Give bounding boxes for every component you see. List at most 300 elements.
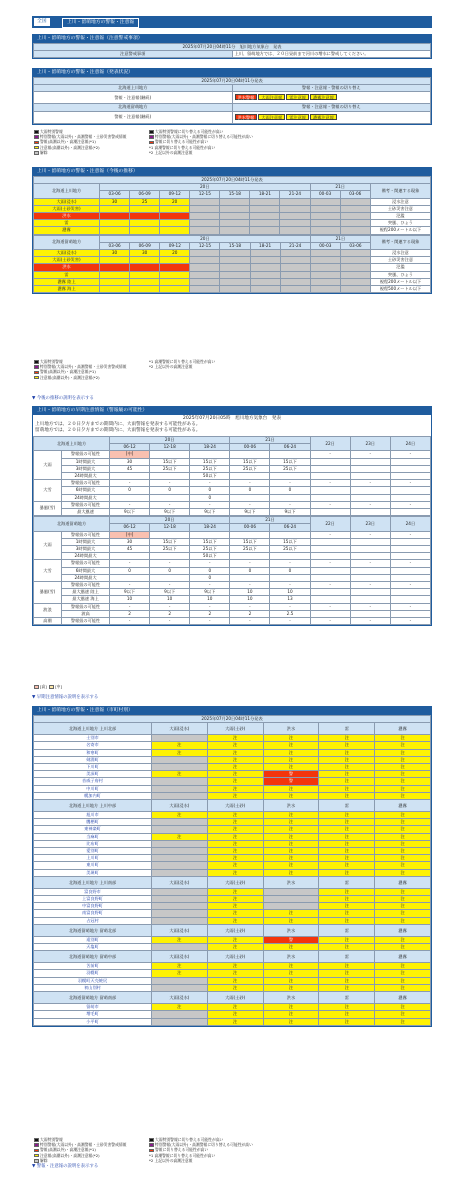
town-name[interactable]: 中富良野町 [34,903,152,910]
early-cell [190,531,230,538]
city-cell: 注 [375,826,431,833]
city-cell: 注 [263,944,319,951]
city-section [32,706,432,1027]
early-cell: 13 [270,596,310,603]
phenomenon-group: 大雨 [34,531,62,560]
time-slot: 18-21 [250,191,280,198]
early-cell: - [270,501,310,508]
city-cell: 注 [207,869,263,876]
city-cell: 注 [207,785,263,792]
legend-item: 大雨特別警報に切り替える可能性が高い [155,129,224,134]
city-cell: 注 [263,840,319,847]
early-cell: - [150,582,190,589]
city-cell: 注 [319,833,375,840]
forecast-cell [190,227,220,234]
town-name[interactable]: 羽幌町天売焼尻 [34,977,152,984]
city-cell: 注 [319,896,375,903]
city-cell: 注 [207,917,263,924]
early-cell: - [150,480,190,487]
legend-item: *2 上記以外の高潮注意報 [149,149,193,155]
time-slot: 06-12 [110,444,150,451]
early-row-label: 最大風速 海上 [62,596,110,603]
city-cell: 注 [263,855,319,862]
city-col-header: 雷 [319,992,375,1004]
city-cell: 注 [263,862,319,869]
early-cell: - [310,603,350,610]
time-slot: 06-24 [270,524,310,531]
city-cell: 注 [319,984,375,991]
early-row-label: 24時間最大 [62,553,110,560]
legend-high: [高] [40,684,47,689]
forecast-cell [220,220,250,227]
early-area2: 北海道留萌地方 [34,517,110,531]
town-name[interactable]: 音威子府村 [34,778,152,785]
early-cell: 15以下 [270,538,310,545]
city-cell [152,917,208,924]
time-slot: 03-06 [100,191,130,198]
early-cell: 10 [270,589,310,596]
city-cell: 注 [207,984,263,991]
early-cell [310,546,350,553]
early-cell [310,465,350,472]
early-row-label: 警報級の可能性 [62,603,110,610]
town-name[interactable]: 当麻町 [34,833,152,840]
city-col-header: 雷 [319,876,375,888]
early-cell: - [230,480,270,487]
city-cell: 注 [152,1004,208,1011]
town-name[interactable]: 剣淵町 [34,756,152,763]
town-name[interactable]: 東川町 [34,862,152,869]
early-cell: - [270,603,310,610]
early-cell [390,567,430,574]
early-cell: - [190,582,230,589]
early-cell: 0 [150,567,190,574]
forecast-cell [280,205,310,212]
forecast-cell [100,213,130,220]
early-cell: - [190,603,230,610]
phenomenon-group: 暴風(雪) [34,582,62,604]
early-cell: 0 [190,487,230,494]
breadcrumb-current: 上川・留萌地方の警報・注意報 [62,18,139,28]
city-cell: 注 [375,917,431,924]
early-cell: 0 [150,487,190,494]
time-slot: 15-18 [220,242,250,249]
legend-item: 特別警報(大雨以外)・高潮警報・土砂災害警戒情報 [40,1142,127,1148]
city-cell: 注 [263,735,319,742]
forecast-cell [160,278,190,285]
early-row-label: 24時間最大 [62,574,110,581]
early-cell [350,465,390,472]
city-cell: 注 [319,869,375,876]
day-22: 22日 [310,517,350,531]
note-cell: 浸水注意 [370,198,430,205]
early-cell [310,596,350,603]
city-cell: 注 [263,984,319,991]
day-23: 23日 [350,437,390,451]
town-name[interactable]: 愛別町 [34,848,152,855]
early-cell [390,538,430,545]
early-cell: 25以下 [230,546,270,553]
early-cell [310,494,350,501]
town-name[interactable]: 比布町 [34,840,152,847]
city-col-header: 雷 [319,924,375,936]
early-cell: 15以下 [230,538,270,545]
early-cell: - [390,531,430,538]
city-cell: 注 [263,977,319,984]
note-header: 備考・関連する現象 [371,235,431,249]
early-cell: 10 [190,596,230,603]
day-21: 21日 [230,437,310,444]
city-cell: 注 [319,862,375,869]
forecast-cell [190,286,220,293]
early-cell [310,610,350,617]
forecast-cell [280,227,310,234]
early-cell [390,494,430,501]
city-cell: 注 [375,735,431,742]
legend-item: 特別警報(大雨以外)・高潮警報・土砂災害警戒情報 [40,364,127,370]
town-name[interactable]: 名寄市 [34,742,152,749]
forecast-cell [130,286,160,293]
legend-item: *1 高潮警報に切り替える可能性が高い [149,359,216,364]
city-cell [152,819,208,826]
early-cell [110,553,150,560]
city-cell: 注 [207,819,263,826]
forecast-cell [190,220,220,227]
city-cell: 注 [152,742,208,749]
city-cell: 注 [375,984,431,991]
city-cell: 注 [375,1004,431,1011]
legend-item: 注意報(高潮以外)・高潮注意報(*2) [40,374,100,380]
notice-title: 上川・留萌地方の警報・注意報（注意警戒事項） [33,35,431,43]
forecast-cell [160,213,190,220]
notice-label: 注意警戒事項 [34,51,233,58]
early-cell: - [230,618,270,625]
early-cell [310,473,350,480]
city-cell: 注 [375,771,431,778]
early-cell: 9以下 [190,509,230,516]
early-cell: - [390,480,430,487]
city-cell: 注 [319,785,375,792]
forecast-cell [220,257,250,264]
early-cell: - [350,531,390,538]
early-cell: - [390,603,430,610]
day-20: 20日 [100,184,311,191]
city-cell [152,792,208,799]
city-col-header: 大雨(浸水) [152,800,208,812]
city-cell [152,764,208,771]
home-link[interactable]: 全国 [34,18,50,26]
city-cell: 注 [207,888,263,895]
forecast-help-link[interactable]: ▼ 今後の推移の説明を表示する [32,396,94,401]
forecast-cell [160,264,190,271]
city-cell: 注 [152,833,208,840]
city-col-header: 濃霧 [375,800,431,812]
city-group-header: 北海道留萌地方 留萌中部 [34,951,152,963]
early-cell: - [270,480,310,487]
early-cell [350,553,390,560]
city-col-header: 洪水 [263,924,319,936]
early-cell: - [350,480,390,487]
city-cell [263,888,319,895]
early-cell [310,574,350,581]
phenomenon-label: 濃霧 [34,227,100,234]
early-cell: 0 [230,487,270,494]
forecast-cell: 30 [130,250,160,257]
city-cell: 注 [152,749,208,756]
early-row-label: 最大風速 [62,509,110,516]
city-col-header: 雷 [319,800,375,812]
forecast-cell [100,286,130,293]
forecast-cell [160,220,190,227]
city-cell: 注 [375,862,431,869]
forecast-cell [340,264,370,271]
town-name[interactable]: 士別市 [34,735,152,742]
forecast-cell: 30 [100,198,130,205]
town-name[interactable]: 美瑛町 [34,869,152,876]
phenomenon-label: 大雨(浸水) [34,198,100,205]
forecast-cell [130,213,160,220]
early-cell: 50以下 [190,553,230,560]
early-cell: - [310,501,350,508]
city-cell: 注 [319,910,375,917]
forecast-cell [160,205,190,212]
early-cell: - [270,582,310,589]
forecast-cell [100,227,130,234]
time-slot: 12-15 [190,242,220,249]
status-area1: 北海道上川地方 [34,85,233,92]
status-col-header: 警報・注意報・警報の切り替え [232,85,431,92]
forecast-cell [190,198,220,205]
town-name[interactable]: 天塩町 [34,944,152,951]
city-cell: 注 [207,936,263,943]
early-cell: - [390,451,430,458]
forecast-cell [100,220,130,227]
town-name[interactable]: 下川町 [34,764,152,771]
early-row-label: 24時間最大 [62,473,110,480]
early-cell: - [350,451,390,458]
city-col-header: 大雨(浸水) [152,876,208,888]
city-cell: 注 [319,917,375,924]
legend-item: *1 高潮警報に切り替える可能性が高い [149,1152,216,1158]
status-tags2 [232,111,431,123]
early-cell [350,458,390,465]
town-name[interactable]: 美深町 [34,771,152,778]
town-name[interactable]: 占冠村 [34,917,152,924]
town-name[interactable]: 上富良野町 [34,896,152,903]
early-row-label: 3時間最大 [62,546,110,553]
town-name[interactable]: 苫前町 [34,963,152,970]
legend-1 [32,128,432,156]
city-cell: 注 [152,812,208,819]
early-cell [390,574,430,581]
city-cell: 注 [207,970,263,977]
forecast-cell [190,213,220,220]
city-cell [152,785,208,792]
note-cell: 氾濫 [370,213,430,220]
legend-item: 特別警報(大雨以外)・高潮警報・土砂災害警戒情報 [40,134,127,140]
forecast-cell [130,278,160,285]
early-help-link[interactable]: ▼ 早期注意情報の説明を表示する [32,695,99,700]
town-name[interactable]: 中川町 [34,785,152,792]
city-cell: 注 [375,785,431,792]
time-slot: 09-12 [160,242,190,249]
legend-3 [32,1136,432,1164]
early-row-label: 警報級の可能性 [62,618,110,625]
early-cell: 30 [110,458,150,465]
city-col-header: 大雨(浸水) [152,951,208,963]
forecast-cell [190,264,220,271]
city-cell: 注 [207,963,263,970]
city-cell: 注 [319,848,375,855]
city-cell: 注 [263,917,319,924]
town-name[interactable]: 和寒町 [34,749,152,756]
city-cell: 注 [319,903,375,910]
early-cell [390,596,430,603]
city-cell: 注 [375,896,431,903]
phenomenon-label: 雷 [34,271,100,278]
time-slot: 03-06 [340,191,370,198]
forecast-area2: 北海道留萌地方 [34,235,100,249]
early-cell: 10 [150,596,190,603]
town-name[interactable]: 遠別町 [34,936,152,943]
legend-mid: [中] [55,684,62,689]
city-cell: 注 [319,944,375,951]
town-name[interactable]: 羽幌町 [34,970,152,977]
forecast-cell [130,227,160,234]
status-col-header-2: 警報・注意報・警報の切り替え [232,104,431,111]
phenomenon-group: 大雨 [34,451,62,480]
city-cell: 注 [319,1004,375,1011]
phenomenon-label: 洪水 [34,213,100,220]
town-name[interactable]: 増毛町 [34,1011,152,1018]
town-name[interactable]: 初山別村 [34,984,152,991]
town-name[interactable]: 東神楽町 [34,826,152,833]
time-slot: 12-18 [150,444,190,451]
early-cell: - [310,531,350,538]
city-cell [152,984,208,991]
day-21: 21日 [230,517,310,524]
day-21: 21日 [310,184,370,191]
early-cell: - [190,501,230,508]
city-cell: 注 [375,1018,431,1025]
early-cell: 0 [110,567,150,574]
early-cell: - [110,480,150,487]
early-cell: - [310,451,350,458]
early-cell: - [190,480,230,487]
early-cell: 25以下 [190,546,230,553]
city-cell: 注 [207,977,263,984]
city-cell: 注 [207,833,263,840]
early-cell: 15以下 [270,458,310,465]
town-name[interactable]: 旭川市 [34,812,152,819]
city-cell: 注 [319,764,375,771]
forecast-cell [250,286,280,293]
day-24: 24日 [390,517,430,531]
early-cell: 0 [190,574,230,581]
early-cell: 2 [190,610,230,617]
town-name[interactable]: 鷹栖町 [34,819,152,826]
early-row-label: 最大風速 陸上 [62,589,110,596]
note-cell: 氾濫 [371,264,431,271]
early-cell [390,465,430,472]
early-row-label: 1時間最大 [62,538,110,545]
city-cell: 注 [207,848,263,855]
forecast-cell [250,250,280,257]
forecast-cell [250,271,280,278]
city-cell: 注 [375,970,431,977]
forecast-cell [310,271,340,278]
phenomenon-label: 濃霧 陸上 [34,278,100,285]
early-cell: 9以下 [270,509,310,516]
forecast-cell [220,278,250,285]
early-cell: - [150,560,190,567]
forecast-cell [190,271,220,278]
forecast-cell [340,286,370,293]
early-cell: - [230,582,270,589]
city-cell: 注 [207,812,263,819]
tag-thunder-advisory: 雷注意報 [286,94,309,100]
forecast-cell [220,264,250,271]
forecast-cell [250,257,280,264]
early-row-label: 警報級の可能性 [62,451,110,458]
time-slot: 21-24 [280,191,310,198]
early-cell [390,546,430,553]
city-cell: 注 [319,756,375,763]
city-cell: 注 [207,756,263,763]
city-col-header: 大雨(土砂) [207,876,263,888]
early-cell [230,553,270,560]
town-name[interactable]: 小平町 [34,1018,152,1025]
early-cell: 25以下 [150,465,190,472]
early-cell: - [190,560,230,567]
early-cell: 10 [230,589,270,596]
city-cell [152,896,208,903]
early-cell [350,546,390,553]
town-name[interactable]: 留萌市 [34,1004,152,1011]
city-cell: 注 [207,862,263,869]
status-tags1 [232,92,431,104]
status-area2: 北海道留萌地方 [34,104,233,111]
town-name[interactable]: 幌加内町 [34,792,152,799]
forecast-cell [160,257,190,264]
town-name[interactable]: 上川町 [34,855,152,862]
city-help-link[interactable]: ▼ 警報・注意報の説明を表示する [32,1164,99,1169]
early-cell: 2 [110,610,150,617]
forecast-cell [130,257,160,264]
city-cell: 注 [207,792,263,799]
early-cell: 0 [190,494,230,501]
legend-item: *2 上記以外の高潮注意報 [149,364,193,370]
legend-item: 警報(高潮以外)・高潮注意報(*1) [40,1147,96,1153]
time-slot: 03-06 [100,242,130,249]
early-cell [350,574,390,581]
town-name[interactable]: 南富良野町 [34,910,152,917]
early-cell [390,473,430,480]
town-name[interactable]: 富良野市 [34,888,152,895]
city-cell: 注 [375,756,431,763]
city-col-header: 大雨(土砂) [207,723,263,735]
forecast-cell [130,220,160,227]
city-cell: 注 [319,826,375,833]
city-col-header: 洪水 [263,951,319,963]
city-cell: 注 [375,848,431,855]
city-cell: 注 [263,970,319,977]
note-cell: 突風、ひょう [371,271,431,278]
forecast-cell [340,205,370,212]
note-cell: 視程200メートル以下 [371,278,431,285]
day-24: 24日 [390,437,430,451]
legend-item: 特別警報(大雨以外)・高潮警報に切り替える可能性が高い [155,1142,253,1148]
